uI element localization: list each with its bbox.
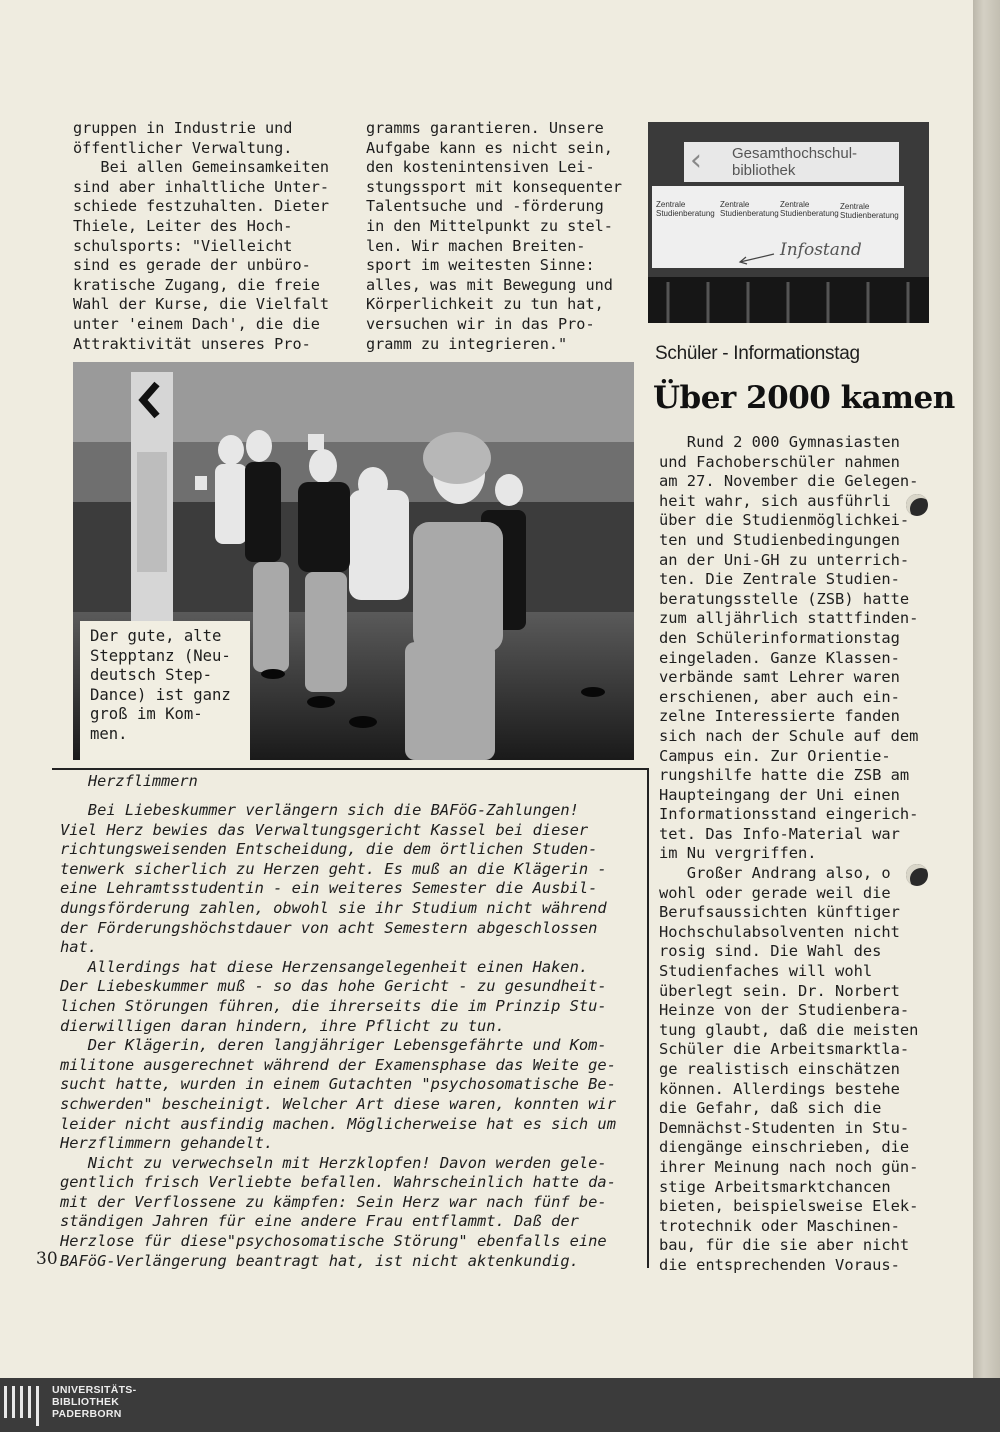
footer-bar [0,1378,1000,1432]
text-line: gramm zu integrieren." [366,334,568,353]
zsb-label-1: Zentrale Studienberatung [656,200,715,218]
text-line: Großer Andrang also, o [659,864,891,883]
text-line: und Fachoberschüler nahmen [659,452,900,471]
text-line: Herzlose für diese"psychosomatische Störung" ebenfalls eine [60,1232,607,1251]
text-line: militone ausgerechnet während der Examensphase das Weite ge- [60,1055,616,1074]
text-line: Bei allen Gemeinsamkeiten [73,158,330,177]
kicker: Schüler - Informationstag [655,343,860,364]
text-line: gruppen in Industrie und [73,119,293,137]
text-line: diengänge einschrieben, die [659,1138,910,1157]
text-line: lichen Störungen führen, die ihrerseits die im Prinzip Stu- [60,996,607,1015]
article-column-left [73,119,329,354]
headline: Über 2000 kamen [653,380,955,416]
text-line: Bei Liebeskummer verlängern sich die BAFöG-Zahlungen! [60,801,579,819]
text-line: den kostenintensiven Lei- [366,158,595,177]
text-line: öffentlicher Verwaltung. [73,138,293,157]
box-right-rule [647,768,649,1268]
text-line: Stepptanz (Neu- [90,646,231,665]
text-line: dierwilligen daran hindern, ihre Pflicht zu tun. [60,1016,505,1035]
text-line: der Förderungshöchstdauer von acht Semestern abgeschlossen [60,918,598,937]
text-line: in den Mittelpunkt zu stel- [366,216,613,235]
text-line: zum alljährlich stattfinden- [659,609,919,628]
text-line: Hochschulabsolventen nicht [659,922,900,941]
text-line: sich nach der Schule auf dem [659,726,919,745]
chevron-left-icon: ‹ [690,143,702,178]
text-line: ständigen Jahren für eine andere Frau entflammt. Daß der [60,1212,579,1231]
text-line: Der gute, alte [90,627,222,645]
text-line: trotechnik oder Maschinen- [659,1216,900,1235]
text-line: versuchen wir in das Pro- [366,314,595,333]
text-line: rungshilfe hatte die ZSB am [659,766,910,785]
library-name-line-2: BIBLIOTHEK [52,1396,120,1408]
text-line: heit wahr, sich ausführli [659,491,891,510]
text-line: Berufsaussichten künftiger [659,903,900,922]
text-line: sucht hatte, wurden in einem Gutachten "psychosomatische Be- [60,1075,616,1094]
text-line: richtungsweisenden Entscheidung, die dem örtlichen Studen- [60,840,598,859]
library-logo-icon [4,1386,42,1426]
punch-hole-1 [906,494,928,516]
text-line: Talentsuche und -förderung [366,197,604,216]
text-line: gentlich frisch Verliebte befallen. Wahrscheinlich hatte da- [60,1173,616,1192]
text-line: Allerdings hat diese Herzensangelegenheit einen Haken. [60,957,589,976]
text-line: Studienfaches will wohl [659,962,873,981]
library-name [52,1384,136,1420]
box-body [60,801,616,1271]
text-line: sport im weitesten Sinne: [366,256,595,275]
text-line: hat. [60,938,98,957]
zsb-label-2: Zentrale Studienberatung [720,200,779,218]
text-line: Schüler die Arbeitsmarktla- [659,1040,910,1059]
text-line: Wahl der Kurse, die Vielfalt [73,295,330,314]
text-line: Nicht zu verwechseln mit Herzklopfen! Davon werden gele- [60,1153,607,1172]
article-column-right [659,433,918,1276]
text-line: stige Arbeitsmarktchancen [659,1177,891,1196]
text-line: men. [90,724,128,743]
text-line: wohl oder gerade weil die [659,883,891,902]
text-line: ten und Studienbedingungen [659,530,900,549]
library-name-line-3: PADERBORN [52,1408,122,1420]
library-name-line-1: UNIVERSITÄTS- [52,1384,137,1396]
text-line: können. Allerdings bestehe [659,1079,900,1098]
text-line: eine Lehramtsstudentin - ein weiteres Semester die Ausbil- [60,879,598,898]
banner-handwritten-infostand: Infostand [780,240,862,260]
banner-line-2: bibliothek [732,162,796,179]
text-line: len. Wir machen Breiten- [366,236,586,255]
text-line: rosig sind. Die Wahl des [659,942,882,961]
text-line: Der Klägerin, deren langjähriger Lebensgefährte und Kom- [60,1036,607,1055]
text-line: Der Liebeskummer muß - so das hohe Gericht - zu gesundheit- [60,977,607,996]
text-line: mit der Verflossene zu kämpfen: Sein Herz war nach fünf be- [60,1192,607,1211]
library-banner-photo [648,122,929,323]
text-line: Dance) ist ganz [90,685,231,704]
zsb-label-4: Zentrale Studienberatung [840,202,899,220]
text-line: erschienen, aber auch ein- [659,687,900,706]
text-line: ge realistisch einschätzen [659,1060,900,1078]
text-line: die entsprechenden Voraus- [659,1255,900,1274]
banner-library-sign [684,142,899,182]
text-line: Aufgabe kann es nicht sein, [366,138,613,157]
text-line: kratische Zugang, die freie [73,275,320,294]
text-line: bau, für die sie aber nicht [659,1236,910,1255]
text-line: über die Studienmöglichkei- [659,511,910,530]
page-number: 30 [36,1249,58,1269]
text-line: BAFöG-Verlängerung beantragt hat, ist nicht aktenkundig. [60,1251,579,1270]
text-line: Rund 2 000 Gymnasiasten [659,433,900,451]
text-line: Informationsstand eingerich- [659,805,919,824]
text-line: alles, was mit Bewegung und [366,275,613,294]
zsb-label-3: Zentrale Studienberatung [780,200,839,218]
text-line: Heinze von der Studienbera- [659,1001,910,1020]
text-line: schiede festzuhalten. Dieter [73,197,330,216]
text-line: beratungsstelle (ZSB) hatte [659,589,910,608]
text-line: eingeladen. Ganze Klassen- [659,648,900,667]
text-line: ten. Die Zentrale Studien- [659,570,900,589]
arrow-left-icon [652,186,904,268]
text-line: Thiele, Leiter des Hoch- [73,216,293,235]
page-edge [973,0,1000,1378]
text-line: im Nu vergriffen. [659,844,817,863]
text-line: Haupteingang der Uni einen [659,785,900,804]
text-line: groß im Kom- [90,705,203,724]
text-line: gramms garantieren. Unsere [366,119,604,137]
text-line: sind aber inhaltliche Unter- [73,177,330,196]
punch-hole-2 [906,864,928,886]
text-line: Herzflimmern gehandelt. [60,1134,274,1153]
text-line: schulsports: "Vielleicht [73,236,293,255]
text-line: tet. Das Info-Material war [659,824,900,843]
text-line: verbände samt Lehrer waren [659,668,900,687]
banner-line-1: Gesamthochschul- [732,145,858,162]
text-line: tenwerk sicherlich zu Herzen geht. Es muß an die Klägerin - [60,859,607,878]
text-line: ihrer Meinung nach noch gün- [659,1157,919,1176]
banner-zsb [652,186,904,268]
box-heading: Herzflimmern [88,772,198,790]
text-line: bieten, beispielsweise Elek- [659,1197,919,1216]
text-line: den Schülerinformationstag [659,628,900,647]
text-line: leider nicht ausfindig machen. Möglicherweise hat es sich um [60,1114,616,1133]
text-line: dungsförderung zahlen, obwohl sie ihr Studium nicht während [60,898,607,917]
text-line: die Gefahr, daß sich die [659,1099,882,1118]
text-line: sind es gerade der unbüro- [73,256,311,275]
photo-caption [80,621,250,760]
text-line: unter 'einem Dach', die die [73,314,320,333]
text-line: an der Uni-GH zu unterrich- [659,550,910,569]
text-line: Viel Herz bewies das Verwaltungsgericht Kassel bei dieser [60,820,589,839]
text-line: schwerden" bescheinigt. Welcher Art diese waren, konnten wir [60,1094,616,1113]
text-line: überlegt sein. Dr. Norbert [659,981,900,1000]
text-line: Attraktivität unseres Pro- [73,334,311,353]
text-line: Körperlichkeit zu tun hat, [366,295,604,314]
text-line: zelne Interessierte fanden [659,707,900,726]
text-line: deutsch Step- [90,666,213,685]
text-line: am 27. November die Gelegen- [659,472,919,491]
article-column-middle [366,119,622,354]
text-line: tung glaubt, daß die meisten [659,1020,919,1039]
text-line: stungssport mit konsequenter [366,177,623,196]
text-line: Campus ein. Zur Orientie- [659,746,891,765]
text-line: Demnächst-Studenten in Stu- [659,1118,910,1137]
box-top-rule [52,768,649,770]
